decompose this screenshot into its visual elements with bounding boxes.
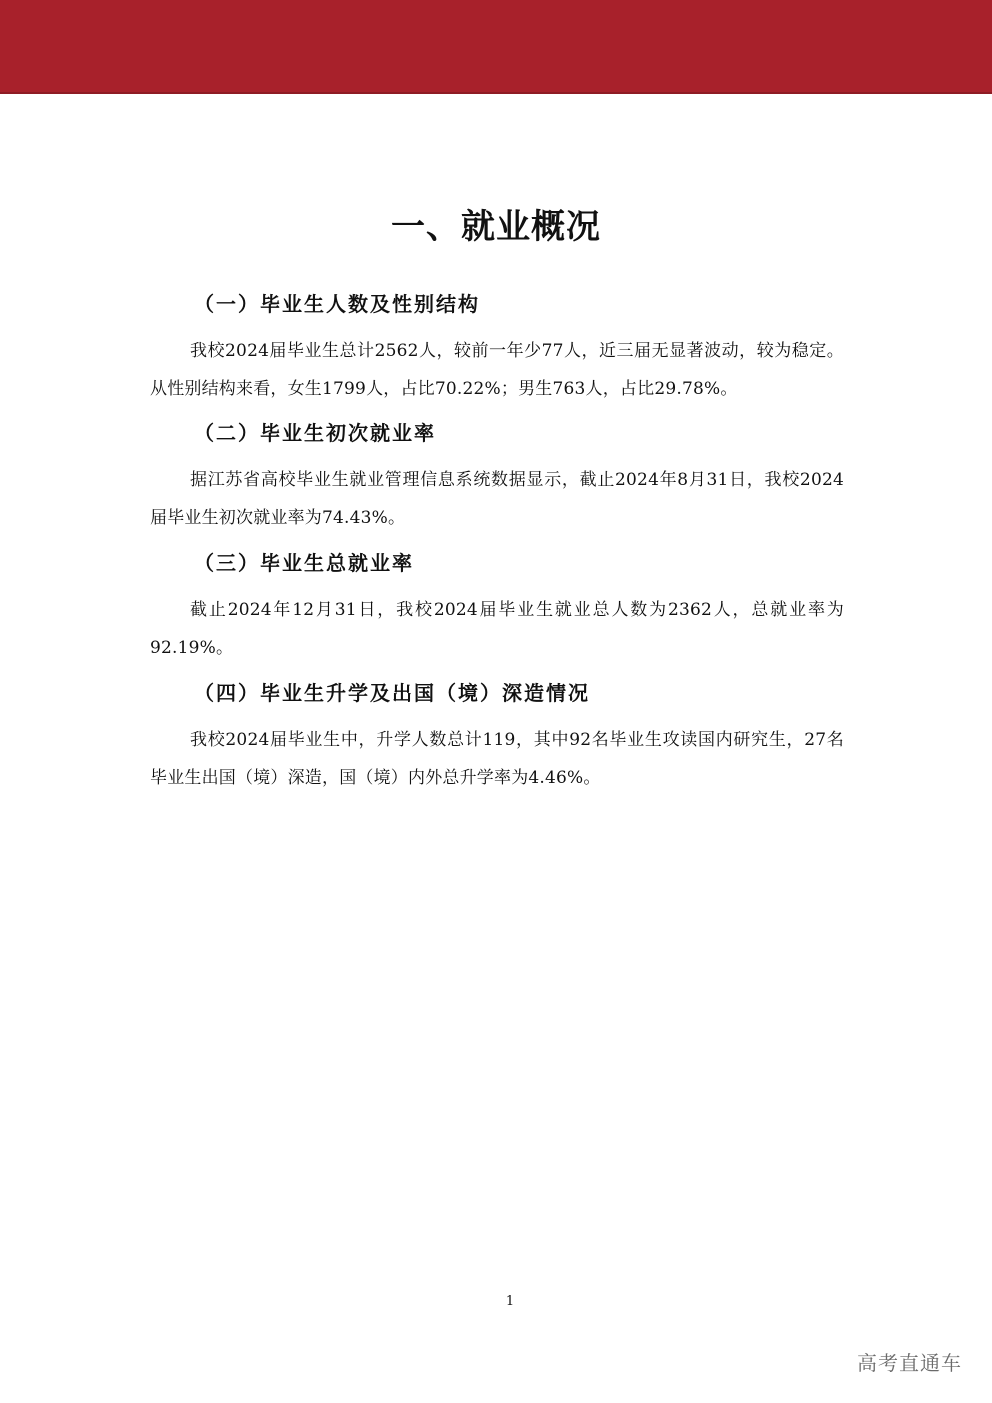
section-heading-further-study: （四）毕业生升学及出国（境）深造情况 [194, 681, 590, 705]
watermark-text: 高考直通车 [857, 1351, 962, 1375]
top-banner-edge [0, 92, 992, 94]
section-heading-total-employment-rate: （三）毕业生总就业率 [194, 551, 414, 575]
top-banner [0, 0, 992, 93]
section-paragraph-graduate-count: 我校2024届毕业生总计2562人，较前一年少77人，近三届无显著波动，较为稳定。从性别结构来看，女生1799人，占比70.22%；男生763人，占比29.78%。 [150, 341, 844, 399]
page-title: 一、就业概况 [391, 207, 601, 247]
section-paragraph-initial-employment-rate: 据江苏省高校毕业生就业管理信息系统数据显示，截止2024年8月31日，我校2024届毕业生初次就业率为74.43%。 [150, 470, 844, 528]
page-number: 1 [505, 1294, 515, 1309]
section-paragraph-further-study: 我校2024届毕业生中，升学人数总计119，其中92名毕业生攻读国内研究生，27名毕业生出国（境）深造，国（境）内外总升学率为4.46%。 [150, 730, 844, 788]
section-paragraph-total-employment-rate: 截止2024年12月31日，我校2024届毕业生就业总人数为2362人，总就业率为92.19%。 [150, 600, 844, 658]
section-heading-graduate-count: （一）毕业生人数及性别结构 [194, 292, 480, 316]
section-heading-initial-employment-rate: （二）毕业生初次就业率 [194, 421, 436, 445]
